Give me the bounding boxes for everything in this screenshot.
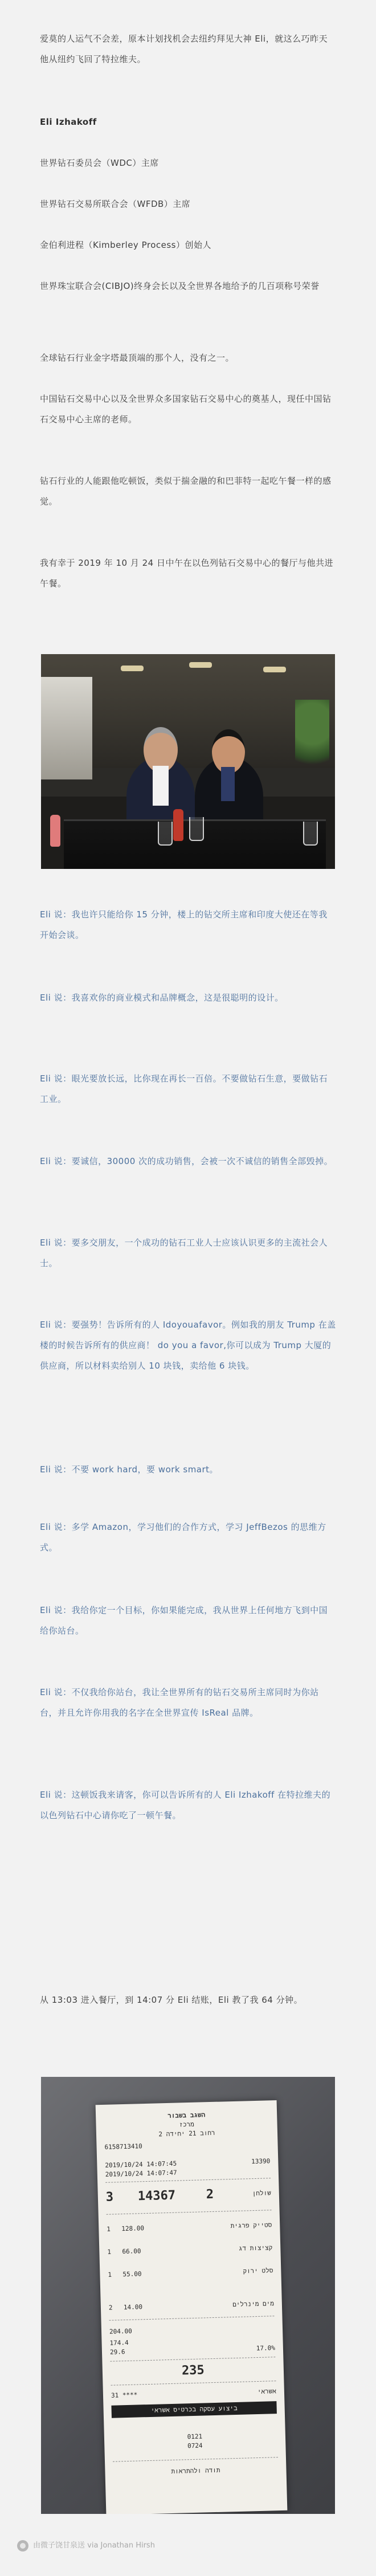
receipt-vat: 29.6	[109, 2348, 125, 2356]
quote-paragraph: Eli 说：要强势！告诉所有的人 Idoyouafavor。例如我的朋友 Trump 在盖楼的时候告诉所有的供应商！ do you a favor,你可以成为 Trump 大厦的供应商，所以材料卖给别人 10 块钱，卖给他 6 块钱。	[40, 1320, 336, 1371]
article-footer	[0, 2526, 376, 2576]
receipt-date: 2019/10/24 14:07:45	[105, 2159, 177, 2169]
paragraph: 金伯利进程（Kimberley Process）创始人	[40, 240, 211, 250]
receipt-item-price: 128.00	[121, 2224, 145, 2233]
receipt-item-qty: 1	[108, 2271, 112, 2279]
receipt-separator	[113, 2457, 278, 2462]
quote-paragraph: Eli 说：眼光要放长远，比你现在再长一百倍。不要做钻石生意，要做钻石工业。	[40, 1073, 328, 1104]
receipt-phone: 6158713410	[104, 2142, 142, 2151]
receipt-separator	[107, 2210, 272, 2215]
quote-paragraph: Eli 说：多学 Amazon，学习他们的合作方式，学习 JeffBezos 的思维方式。	[40, 1522, 326, 1553]
quote-paragraph: Eli 说：我给你定一个目标，你如果能完成，我从世界上任何地方飞到中国给你站台。	[40, 1605, 328, 1636]
paragraph: 世界钻石委员会（WDC）主席	[40, 158, 159, 168]
quote-paragraph: Eli 说：要诚信，30000 次的成功销售，会被一次不诚信的销售全部毁掉。	[40, 1156, 333, 1166]
receipt-footer-bar	[111, 2401, 276, 2418]
receipt-check-no: 14367	[137, 2188, 176, 2204]
receipt-separator	[105, 2178, 271, 2183]
receipt-paid-with: אשראי	[257, 2387, 277, 2396]
receipt-date: 2019/10/24 14:07:47	[105, 2169, 177, 2178]
paragraph: 爱莫的人运气不会差，原本计划找机会去纽约拜见大神 Eli，就这么巧昨天他从纽约飞回了特拉维夫。	[40, 34, 328, 64]
receipt-item-price: 66.00	[122, 2247, 141, 2256]
receipt-service: 174.4	[109, 2338, 129, 2347]
receipt-thanks: תודה ולהתראות	[171, 2466, 220, 2476]
paragraph: 我有幸于 2019 年 10 月 24 日中午在以色列钻石交易中心的餐厅与他共进午餐。	[40, 558, 333, 589]
quote-paragraph: Eli 说：要多交朋友，一个成功的钻石工业人士应该认识更多的主流社会人士。	[40, 1238, 328, 1268]
receipt-subtotal: 204.00	[109, 2327, 132, 2336]
quote-paragraph: Eli 说：我也许只能给你 15 分钟，楼上的钻交所主席和印度大使还在等我开始会谈。	[40, 909, 328, 940]
receipt-auth: 0724	[187, 2442, 203, 2450]
receipt-photo	[41, 2077, 335, 2514]
receipt-server: 3	[105, 2190, 114, 2204]
receipt-card: 31 ****	[111, 2391, 138, 2399]
glass	[303, 822, 318, 846]
person-name: Eli Izhakoff	[40, 117, 97, 127]
receipt-vat-percent: 17.0%	[256, 2344, 276, 2353]
paragraph: 世界珠宝联合会(CIBJO)终身会长以及全世界各地给予的几百项称号荣誉	[40, 281, 320, 291]
receipt-header: השגב בשבור	[167, 2111, 206, 2120]
receipt-item-price: 55.00	[122, 2270, 142, 2279]
receipt-table-no: 13390	[251, 2157, 271, 2166]
shirt-right	[221, 767, 235, 801]
receipt-footer-text: ביצוע עסקה בכרטיס אשראי	[150, 2404, 238, 2414]
paragraph: 世界钻石交易所联合会（WFDB）主席	[40, 199, 191, 209]
quote-paragraph: Eli 说：我喜欢你的商业模式和品牌概念，这是很聪明的设计。	[40, 993, 284, 1003]
receipt-guests: 2	[206, 2187, 214, 2202]
receipt-header: רחוב 21 יחידה 2	[158, 2129, 215, 2138]
receipt-separator	[111, 2381, 276, 2386]
receipt-item-name: מים מינרלים	[232, 2300, 275, 2309]
receipt-item-name: סלט ירוק	[243, 2267, 273, 2275]
receipt-auth: 0121	[187, 2432, 203, 2441]
glass	[189, 817, 204, 841]
quote-paragraph: Eli 说：不要 work hard，要 work smart。	[40, 1464, 219, 1475]
photo-window	[41, 677, 92, 779]
receipt-item-price: 14.00	[123, 2303, 143, 2312]
receipt-total: 235	[181, 2363, 205, 2378]
quote-paragraph: Eli 说：这顿饭我来请客，你可以告诉所有的人 Eli Izhakoff 在特拉维夫的以色列钻石中心请你吃了一顿午餐。	[40, 1790, 331, 1820]
bottle	[173, 809, 183, 841]
ceiling-light	[263, 667, 286, 672]
receipt-item-qty: 1	[107, 2248, 112, 2256]
paragraph: 中国钻石交易中心以及全世界众多国家钻石交易中心的奠基人，现任中国钻石交易中心主席的老师。	[40, 394, 332, 424]
receipt-item-qty: 2	[108, 2304, 113, 2312]
plant	[295, 700, 329, 779]
ceiling-light	[189, 662, 212, 668]
receipt-item-name: סטייק פרגית	[230, 2221, 272, 2230]
paragraph: 全球钻石行业金字塔最顶端的那个人，没有之一。	[40, 353, 235, 363]
receipt-table-label: שולחן	[252, 2189, 271, 2198]
paragraph: 钻石行业的人能跟他吃顿饭，类似于揣金融的和巴菲特一起吃午餐一样的感觉。	[40, 476, 332, 507]
lunch-photo	[41, 654, 335, 869]
ceiling-light	[121, 666, 144, 671]
bottle	[50, 815, 60, 847]
paragraph: 从 13:03 进入餐厅，到 14:07 分 Eli 结账，Eli 教了我 64 分钟。	[40, 1995, 303, 2005]
receipt-item-name: קציצות דג	[238, 2244, 273, 2252]
source-credit[interactable]: 由微子饶甘泉送 via Jonathan Hirsh	[33, 2541, 155, 2550]
shirt-left	[153, 766, 169, 806]
receipt-header: מרכז	[179, 2120, 194, 2129]
receipt	[96, 2100, 288, 2514]
glass	[158, 822, 173, 846]
receipt-separator	[109, 2316, 275, 2321]
quote-paragraph: Eli 说：不仅我给你站台，我让全世界所有的钻石交易所主席同时为你站台，并且允许你用我的名字在全世界宣传 IsReal 品牌。	[40, 1687, 319, 1718]
source-avatar-icon	[17, 2540, 28, 2551]
receipt-item-qty: 1	[107, 2225, 111, 2233]
receipt-separator	[110, 2357, 275, 2362]
